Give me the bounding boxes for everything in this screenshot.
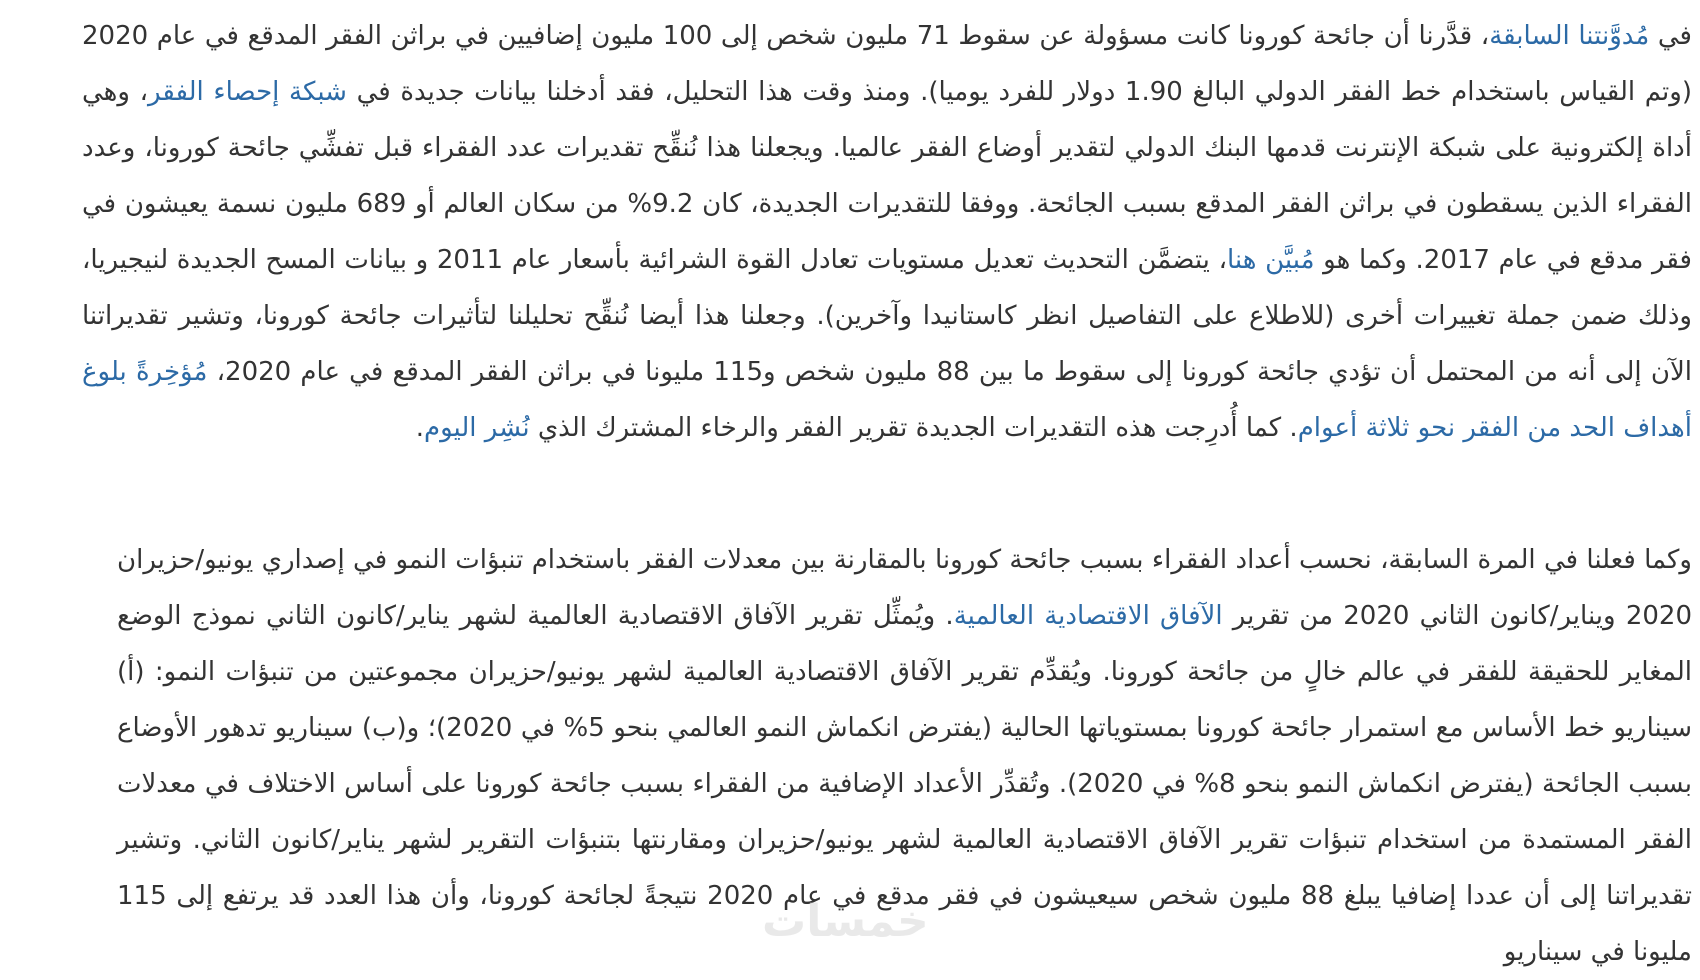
text-run: ، وهي أداة إلكترونية على شبكة الإنترنت قدمها البنك الدولي لتقدير أوضاع الفقر عالميا. ويجعلنا هذا نُنقِّح تقديرات عدد الفقراء قبل تفشِّي جائحة كورونا، وعدد الفقراء الذين يسقطون في براثن الفقر المدقع بسبب الجائحة. ووفقا للتقديرات الجديدة، كان 9.2% من سكان العالم أو 689 مليون نسمة يعيشون في فقر مدقع في عام 2017. وكما هو [82, 77, 1692, 275]
published-today-link[interactable]: نُشِر اليوم [424, 413, 530, 443]
shown-here-link[interactable]: مُبيَّن هنا [1226, 245, 1315, 275]
text-run: ، يتضمَّن التحديث تعديل مستويات تعادل القوة الشرائية بأسعار عام 2011 و بيانات المسح الجديدة لنيجيريا، وذلك ضمن جملة تغييرات أخرى (للاطلاع على التفاصيل انظر كاستانيدا وآخرين). وجعلنا هذا أيضا نُنقِّح تحليلنا لتأثيرات جائحة كورونا، وتشير تقديراتنا الآن إلى أنه من المحتمل أن تؤدي جائحة كورونا إلى سقوط ما بين 88 مليون شخص و115 مليونا في براثن الفقر المدقع في عام 2020، [82, 245, 1693, 387]
global-economic-prospects-link[interactable]: الآفاق الاقتصادية العالمية [953, 601, 1223, 631]
previous-blog-link[interactable]: مُدوَّنتنا السابقة [1489, 21, 1650, 51]
text-run: في [1649, 21, 1692, 51]
text-run: . [415, 413, 424, 443]
text-run: وكما فعلنا في المرة السابقة، نحسب أعداد الفقراء بسبب جائحة كورونا بالمقارنة بين معدلات الفقر باستخدام تنبؤات النمو في إصداري يونيو/حزيران 2020 ويناير/كانون الثاني 2020 من تقرير [117, 545, 1692, 631]
paragraph-1 [82, 8, 1692, 456]
text-run: ، قدَّرنا أن جائحة كورونا كانت مسؤولة عن سقوط 71 مليون شخص إلى 100 مليون إضافيين في براثن الفقر المدقع في عام 2020 (وتم القياس باستخدام خط الفقر الدولي البالغ 1.90 دولار للفرد يوميا). ومنذ وقت هذا التحليل، فقد أدخلنا بيانات جديدة في [82, 21, 1692, 107]
watermark: خمسات [762, 896, 929, 947]
text-run: . كما أُدرِجت هذه التقديرات الجديدة تقرير الفقر والرخاء المشترك الذي [529, 413, 1298, 443]
poverty-goals-setback-link[interactable]: مُؤخِرةً بلوغ أهداف الحد من الفقر نحو ثلاثة أعوام [82, 357, 1692, 443]
povcalnet-link[interactable]: شبكة إحصاء الفقر [147, 77, 347, 107]
text-run: . ويُمثِّل تقرير الآفاق الاقتصادية العالمية لشهر يناير/كانون الثاني نموذج الوضع المغاير للحقيقة للفقر في عالم خالٍ من جائحة كورونا. ويُقدِّم تقرير الآفاق الاقتصادية العالمية لشهر يونيو/حزيران مجموعتين من تنبؤات النمو: (أ) سيناريو خط الأساس مع استمرار جائحة كورونا بمستوياتها الحالية (يفترض انكماش النمو العالمي بنحو 5% في 2020)؛ و(ب) سيناريو تدهور الأوضاع بسبب الجائحة (يفترض انكماش النمو بنحو 8% في 2020). وتُقدِّر الأعداد الإضافية من الفقراء بسبب جائحة كورونا على أساس الاختلاف في معدلات الفقر المستمدة من استخدام تنبؤات تقرير الآفاق الاقتصادية العالمية لشهر يونيو/حزيران ومقارنتها بتنبؤات التقرير لشهر يناير/كانون الثاني. وتشير تقديراتنا إلى أن عددا إضافيا يبلغ 88 مليون شخص سيعيشون في فقر مدقع في عام 2020 نتيجةً لجائحة كورونا، وأن هذا العدد قد يرتفع إلى 115 مليونا في سيناريو [117, 601, 1693, 967]
paragraph-2 [117, 532, 1692, 980]
